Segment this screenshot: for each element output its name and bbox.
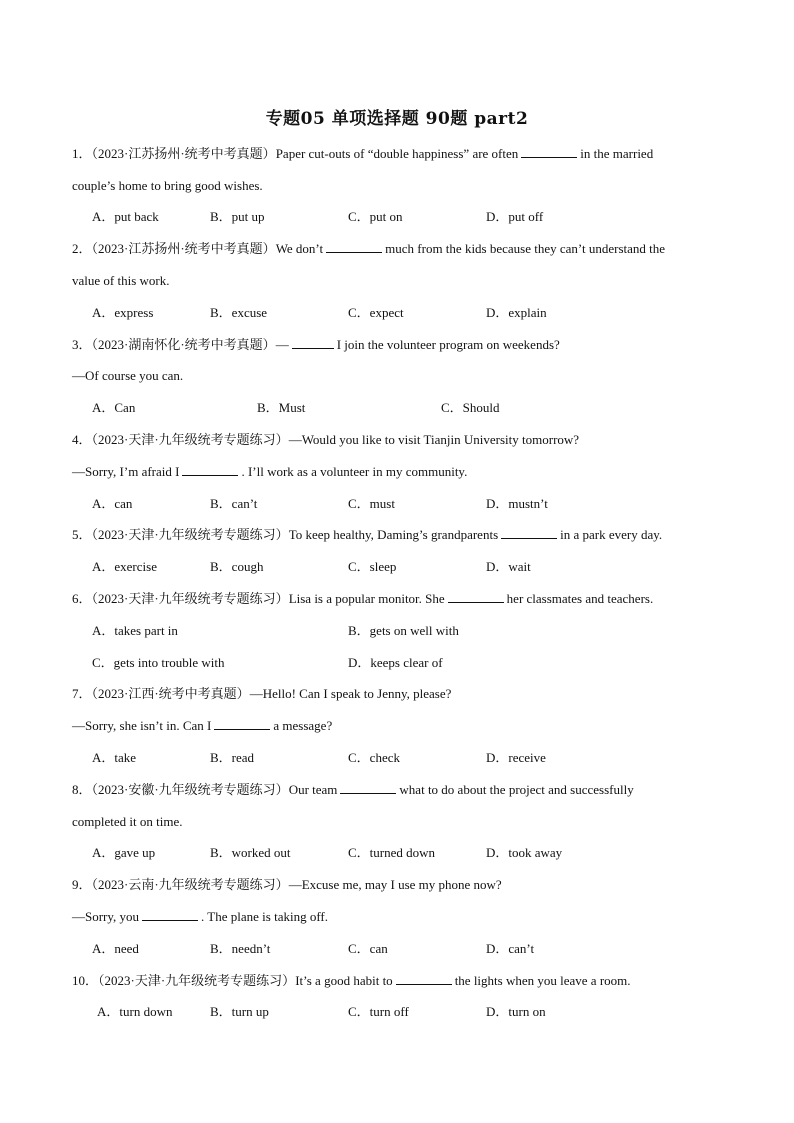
question-4-line-1 [72,432,722,448]
option-a: A．Can [92,400,136,415]
question-text: —Sorry, you [72,909,140,924]
question-text: —Sorry, I’m afraid I [72,464,180,479]
question-source: （2023·安徽·九年级统考专题练习） [91,782,289,797]
question-3-line-2: —Of course you can. [72,368,184,383]
question-7-line-1 [72,686,722,702]
question-number: 10． [72,973,99,988]
option-b: B．put up [210,209,265,224]
question-text: in a park every day. [560,527,663,542]
answer-blank [340,782,396,794]
question-source: （2023·江苏扬州·统考中考真题） [91,241,276,256]
option-d: D．mustn’t [486,496,548,511]
question-10-line-1 [72,973,722,989]
option-c: C．expect [348,305,404,320]
question-text: —Would you like to visit Tianjin University tomorrow? [288,432,580,447]
option-a: A．put back [92,209,159,224]
question-text: —Sorry, she isn’t in. Can I [72,718,212,733]
option-b: B．worked out [210,845,291,860]
option-b: B．gets on well with [348,623,459,638]
question-6-line-1 [72,591,722,607]
option-c: C．put on [348,209,403,224]
question-text: in the married [580,146,654,161]
option-d: D．explain [486,305,547,320]
answer-blank [182,464,238,476]
question-4-line-2 [72,464,722,480]
option-a: A．exercise [92,559,157,574]
question-text: Our team [288,782,338,797]
option-c: C．turn off [348,1004,409,1019]
option-c: C．Should [441,400,500,415]
option-d: D．keeps clear of [348,655,443,670]
question-text: Paper cut-outs of “double happiness” are often [275,146,519,161]
option-a: A．takes part in [92,623,178,638]
answer-blank [521,146,577,158]
question-number: 4． [72,432,92,447]
question-source: （2023·江苏扬州·统考中考真题） [91,146,276,161]
question-8-line-1 [72,782,722,798]
question-text: —Hello! Can I speak to Jenny, please? [249,686,452,701]
question-text: To keep healthy, Daming’s grandparents [288,527,499,542]
answer-blank [142,909,198,921]
option-c: C．must [348,496,395,511]
option-b: B．needn’t [210,941,271,956]
question-5-line-1 [72,527,722,543]
answer-blank [214,718,270,730]
question-text: —Excuse me, may I use my phone now? [288,877,502,892]
question-text: It’s a good habit to [295,973,393,988]
question-number: 8． [72,782,92,797]
page-title: 专题05 单项选择题 90题 part2 [265,109,529,129]
option-b: B．Must [257,400,306,415]
option-d: D．wait [486,559,531,574]
question-source: （2023·天津·九年级统考专题练习） [91,527,289,542]
question-number: 3． [72,337,92,352]
question-number: 7． [72,686,92,701]
question-text: Lisa is a popular monitor. She [288,591,445,606]
question-number: 5． [72,527,92,542]
answer-blank [501,527,557,539]
option-c: C．sleep [348,559,397,574]
option-d: D．put off [486,209,544,224]
answer-blank [448,591,504,603]
question-text: much from the kids because they can’t understand the [385,241,666,256]
question-source: （2023·天津·九年级统考专题练习） [91,591,289,606]
question-text: — [275,337,289,352]
question-number: 1． [72,146,92,161]
answer-blank [396,973,452,985]
question-text: . The plane is taking off. [201,909,329,924]
option-c: C．check [348,750,400,765]
option-c: C．turned down [348,845,436,860]
option-a: A．take [92,750,137,765]
option-c: C．gets into trouble with [92,655,225,670]
answer-blank [326,241,382,253]
question-text: what to do about the project and successfully [399,782,634,797]
question-text: We don’t [275,241,324,256]
question-8-line-2: completed it on time. [72,814,183,829]
answer-blank [292,337,334,349]
question-source: （2023·江西·统考中考真题） [91,686,250,701]
question-number: 6． [72,591,92,606]
option-a: A．can [92,496,133,511]
question-1-line-2: couple’s home to bring good wishes. [72,178,263,193]
option-c: C．can [348,941,388,956]
option-a: A．express [92,305,154,320]
option-b: B．can’t [210,496,258,511]
question-number: 9． [72,877,92,892]
question-9-line-2 [72,909,722,925]
option-a: A．turn down [97,1004,173,1019]
question-number: 2． [72,241,92,256]
question-text: I join the volunteer program on weekends? [336,337,560,352]
option-d: D．turn on [486,1004,546,1019]
question-9-line-1 [72,877,722,893]
option-d: D．took away [486,845,563,860]
question-7-line-2 [72,718,722,734]
question-source: （2023·天津·九年级统考专题练习） [98,973,296,988]
option-a: A．gave up [92,845,156,860]
question-source: （2023·湖南怀化·统考中考真题） [91,337,276,352]
option-b: B．cough [210,559,264,574]
question-text: the lights when you leave a room. [454,973,631,988]
question-text: a message? [273,718,333,733]
question-text: . I’ll work as a volunteer in my community. [241,464,468,479]
option-a: A．need [92,941,139,956]
question-source: （2023·天津·九年级统考专题练习） [91,432,289,447]
question-1-line-1 [72,146,722,162]
question-2-line-2: value of this work. [72,273,170,288]
option-b: B．read [210,750,255,765]
question-3-line-1 [72,337,722,353]
question-2-line-1 [72,241,722,257]
question-text: her classmates and teachers. [506,591,654,606]
option-d: D．receive [486,750,546,765]
option-b: B．turn up [210,1004,269,1019]
question-source: （2023·云南·九年级统考专题练习） [91,877,289,892]
option-d: D．can’t [486,941,535,956]
option-b: B．excuse [210,305,268,320]
